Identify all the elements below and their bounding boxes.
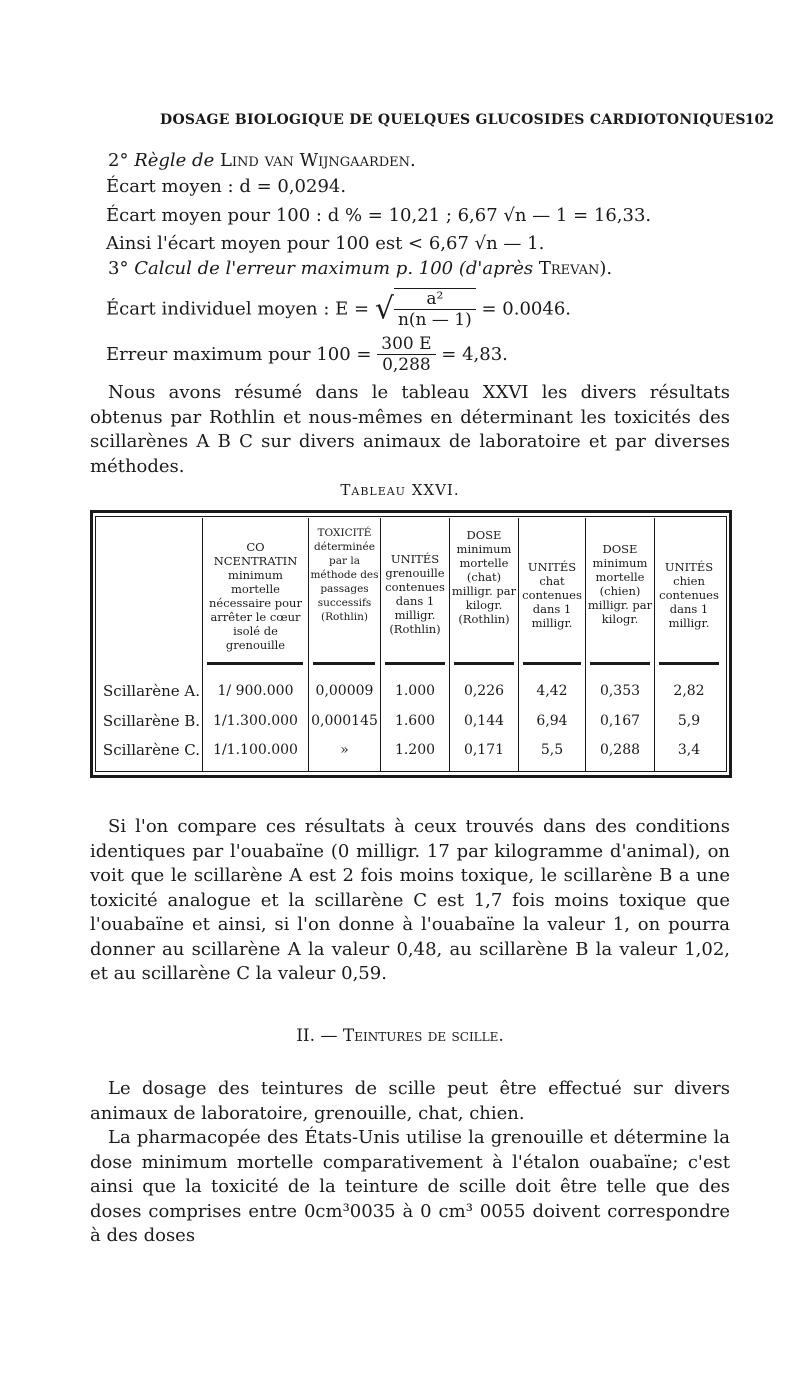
page-number: 102 — [744, 112, 774, 128]
table-cell: 1/ 900.000 — [217, 683, 294, 699]
table-header-dose-chat: DOSE minimum mortelle (chat) milligr. par kilogr. (Rothlin) — [451, 528, 517, 626]
table-cell: 0,171 — [463, 742, 505, 758]
header-rule — [523, 662, 581, 665]
table-cell: 0,144 — [463, 713, 505, 729]
table-cell: 3,4 — [677, 742, 701, 758]
header-rule — [454, 662, 514, 665]
rule-3-title: Calcul de l'erreur maximum p. 100 (d'après — [134, 258, 534, 279]
table-cell: 5,9 — [677, 713, 701, 729]
section-number: II. — — [296, 1026, 338, 1046]
ainsi-line: Ainsi l'écart moyen pour 100 est < 6,67 √n — 1. — [106, 233, 545, 254]
table-row-label: Scillarène C. — [102, 741, 200, 759]
erreur-maximum-numerator: 300 E — [377, 334, 435, 355]
section-title: Teintures de scille. — [342, 1026, 504, 1046]
rule-2-prefix: 2° — [108, 150, 129, 171]
header-rule — [207, 662, 303, 665]
header-rule — [385, 662, 445, 665]
table-header-concentration: CO NCENTRATIN minimum mortelle nécessaire pour arrêter le cœur isolé de grenouille — [209, 540, 302, 652]
table-header-toxicite: TOXICITÉ déterminée par la méthode des passages successifs (Rothlin) — [310, 527, 379, 623]
table-cell: 0,226 — [463, 683, 505, 699]
table-cell: 4,42 — [536, 683, 568, 699]
rule-2-title: Règle de — [134, 150, 215, 171]
ecart-individuel-denominator: n(n — 1) — [397, 310, 472, 330]
ecart-individuel-numerator: a² — [394, 289, 476, 310]
rule-2-author: Lind van Wijngaarden. — [219, 150, 416, 171]
sqrt-icon: √ — [374, 291, 394, 327]
table-row-label: Scillarène A. — [103, 682, 200, 700]
table-cell: 0,288 — [599, 742, 641, 758]
erreur-maximum-fraction — [377, 334, 435, 375]
erreur-maximum-formula — [106, 334, 508, 375]
erreur-maximum-denominator: 0,288 — [382, 355, 431, 375]
table-cell: 6,94 — [536, 713, 568, 729]
table-col-divider — [518, 518, 519, 772]
ecart-individuel-label: Écart individuel moyen : E = — [106, 298, 370, 320]
erreur-maximum-label: Erreur maximum pour 100 = — [106, 344, 372, 365]
paragraph-tableau-intro: Nous avons résumé dans le tableau XXVI les divers résultats obtenus par Rothlin et nous-mêmes en déterminant les toxicités des scillarènes A B C sur divers animaux de laboratoire et par diverses méthodes. — [90, 382, 730, 477]
table-cell: 1.000 — [394, 683, 436, 699]
table-col-divider — [654, 518, 655, 772]
table-cell: 0,167 — [599, 713, 641, 729]
ecart-individuel-formula — [106, 288, 571, 330]
rule-3-prefix: 3° — [108, 258, 129, 279]
paragraph-pharmacopee: La pharmacopée des États-Unis utilise la grenouille et détermine la dose minimum mortelle comparativement à l'étalon ouabaïne; c'est ainsi que la toxicité de la teinture de scille doit être telle que des doses comprises entre 0cm³0035 à 0 cm³ 0055 doivent correspondre à des doses — [90, 1127, 730, 1246]
header-rule — [313, 662, 375, 665]
table-header-unites-chat: UNITÉS chat contenues dans 1 milligr. — [522, 560, 582, 630]
table-cell: » — [340, 742, 349, 758]
header-rule — [659, 662, 719, 665]
paragraph-comparaison: Si l'on compare ces résultats à ceux trouvés dans des conditions identiques par l'ouabaïne (0 milligr. 17 par kilogramme d'animal), on voit que le scillarène A est 2 fois moins toxique, le scillarène B a une toxicité analogue et la scillarène C est 1,7 fois moins toxique que l'ouabaïne et ainsi, si l'on donne à l'ouabaïne la valeur 1, on pourra donner au scillarène A la valeur 0,48, au scillarène B la valeur 1,02, et au scillarène C la valeur 0,59. — [90, 816, 730, 984]
table-caption: Tableau XXVI. — [340, 481, 460, 499]
table-cell: 1.200 — [394, 742, 436, 758]
ecart-moyen-100: Écart moyen pour 100 : d % = 10,21 ; 6,67 √n — 1 = 16,33. — [106, 205, 652, 226]
ecart-moyen: Écart moyen : d = 0,0294. — [106, 176, 347, 197]
erreur-maximum-result: = 4,83. — [441, 344, 508, 365]
rule-3-author: Trevan). — [538, 258, 613, 279]
table-row-label: Scillarène B. — [102, 712, 200, 730]
paragraph-dosage: Le dosage des teintures de scille peut être effectué sur divers animaux de laboratoire, grenouille, chat, chien. — [90, 1078, 730, 1124]
table-cell: 0,353 — [599, 683, 641, 699]
header-rule — [590, 662, 650, 665]
ecart-individuel-result: = 0.0046. — [481, 298, 571, 320]
rule-2-line — [108, 150, 416, 171]
table-cell: 1.600 — [394, 713, 436, 729]
section-heading — [0, 1026, 800, 1046]
running-title: DOSAGE BIOLOGIQUE DE QUELQUES GLUCOSIDES CARDIOTONIQUES — [160, 112, 746, 128]
table-cell: 5,5 — [540, 742, 564, 758]
table-cell: 1/1.300.000 — [213, 713, 298, 729]
table-cell: 1/1.100.000 — [213, 742, 298, 758]
ecart-individuel-fraction — [394, 288, 476, 330]
table-header-unites-grenouille: UNITÉS grenouille contenues dans 1 milligr. (Rothlin) — [385, 552, 445, 636]
rule-3-line — [108, 258, 612, 279]
table-cell: 0,00009 — [315, 683, 374, 699]
table-header-dose-chien: DOSE minimum mortelle (chien) milligr. par kilogr. — [587, 542, 653, 626]
table-cell: 0,000145 — [311, 713, 378, 729]
table-cell: 2,82 — [673, 683, 705, 699]
table-header-unites-chien: UNITÉS chien contenues dans 1 milligr. — [659, 560, 719, 630]
